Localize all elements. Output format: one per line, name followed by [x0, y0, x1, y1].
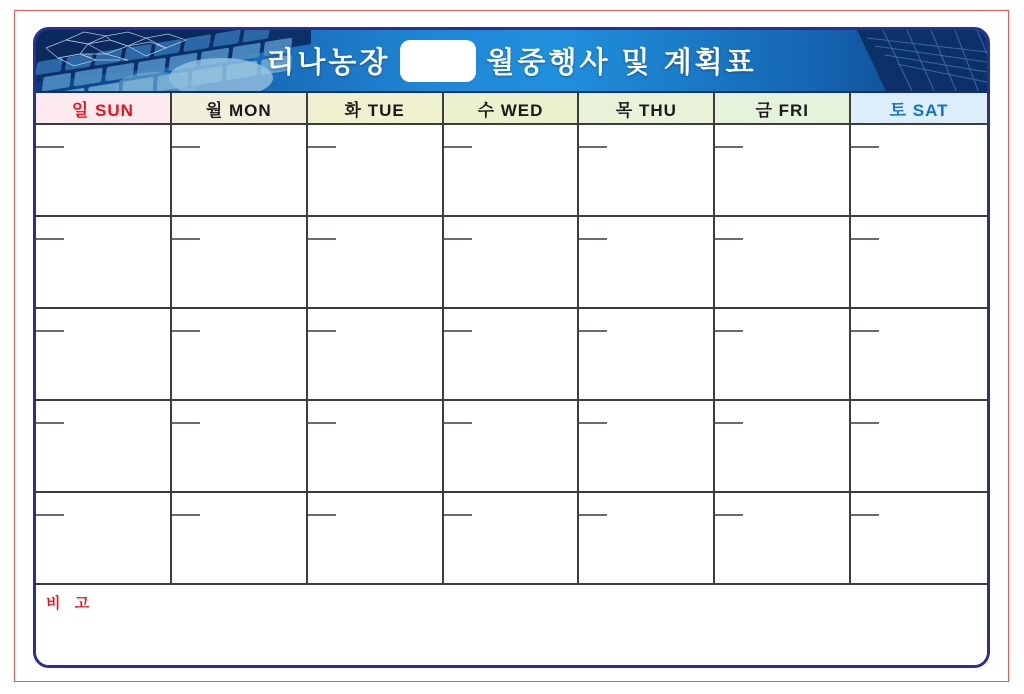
calendar-cell [172, 401, 308, 493]
date-line [444, 422, 472, 424]
calendar-cell [851, 217, 987, 309]
calendar-cell [715, 309, 851, 401]
calendar-cell [579, 309, 715, 401]
calendar-cell [851, 493, 987, 585]
date-line [172, 514, 200, 516]
weekday-sun: 일 SUN [36, 93, 172, 125]
calendar-cell [444, 125, 580, 217]
date-line [851, 422, 879, 424]
date-line [715, 238, 743, 240]
calendar-cell [715, 401, 851, 493]
calendar-cell [579, 493, 715, 585]
calendar-cell [851, 309, 987, 401]
date-line [851, 330, 879, 332]
calendar-cell [172, 309, 308, 401]
calendar-cell [715, 493, 851, 585]
calendar-cell [444, 309, 580, 401]
remarks-label: 비 고 [46, 595, 95, 612]
date-line [308, 238, 336, 240]
calendar-cell [36, 401, 172, 493]
date-line [36, 146, 64, 148]
month-blank-box [400, 40, 476, 82]
date-line [308, 422, 336, 424]
calendar-cell [715, 217, 851, 309]
weekday-wed: 수 WED [444, 93, 580, 125]
date-line [444, 330, 472, 332]
calendar-cell [308, 217, 444, 309]
calendar-cell [172, 493, 308, 585]
calendar-cell [579, 125, 715, 217]
weekday-header-row [36, 93, 987, 125]
date-line [851, 238, 879, 240]
date-line [308, 514, 336, 516]
date-line [172, 238, 200, 240]
title-suffix: 월중행사 및 계획표 [486, 47, 757, 79]
planner-board [33, 27, 990, 668]
date-line [444, 514, 472, 516]
weekday-sat: 토 SAT [851, 93, 987, 125]
date-line [36, 422, 64, 424]
calendar-cell [851, 125, 987, 217]
title-prefix: 리나농장 [266, 47, 391, 79]
date-line [172, 422, 200, 424]
date-line [851, 514, 879, 516]
date-line [308, 146, 336, 148]
calendar-cell [172, 217, 308, 309]
date-line [579, 330, 607, 332]
date-line [36, 330, 64, 332]
calendar-cell [308, 309, 444, 401]
date-line [36, 238, 64, 240]
calendar-cell [308, 401, 444, 493]
calendar-cell [851, 401, 987, 493]
date-line [715, 422, 743, 424]
title-banner [36, 30, 987, 93]
weekday-tue: 화 TUE [308, 93, 444, 125]
date-line [579, 514, 607, 516]
calendar-cell [36, 309, 172, 401]
calendar-cell [36, 125, 172, 217]
date-line [715, 330, 743, 332]
date-line [851, 146, 879, 148]
date-line [444, 146, 472, 148]
calendar-cell [715, 125, 851, 217]
remarks-section [36, 585, 987, 665]
calendar-grid [36, 125, 987, 585]
calendar-cell [36, 493, 172, 585]
weekday-fri: 금 FRI [715, 93, 851, 125]
date-line [172, 146, 200, 148]
date-line [172, 330, 200, 332]
date-line [308, 330, 336, 332]
calendar-cell [579, 401, 715, 493]
date-line [579, 238, 607, 240]
calendar-cell [36, 217, 172, 309]
calendar-cell [444, 401, 580, 493]
date-line [579, 422, 607, 424]
date-line [715, 514, 743, 516]
date-line [715, 146, 743, 148]
calendar-cell [444, 217, 580, 309]
weekday-mon: 월 MON [172, 93, 308, 125]
date-line [444, 238, 472, 240]
weekday-thu: 목 THU [579, 93, 715, 125]
title-row [36, 30, 987, 91]
date-line [36, 514, 64, 516]
calendar-cell [172, 125, 308, 217]
calendar-cell [308, 493, 444, 585]
calendar-cell [579, 217, 715, 309]
calendar-cell [444, 493, 580, 585]
calendar-cell [308, 125, 444, 217]
date-line [579, 146, 607, 148]
